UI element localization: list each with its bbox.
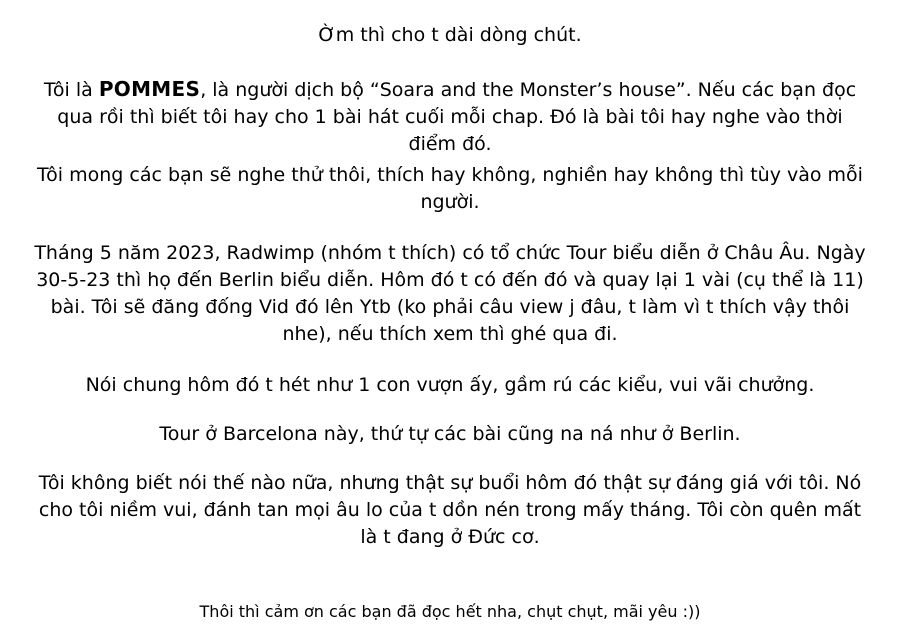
paragraph-closing-thoughts: Tôi không biết nói thế nào nữa, nhưng thật sự buổi hôm đó thật sự đáng giá với tôi. Nó cho tôi niềm vui, đánh tan mọi âu lo của t dồn nén trong mấy tháng. Tôi còn quên mất là t đang ở Đức cơ.	[38, 471, 862, 548]
closing-line: Thôi thì cảm ơn các bạn đã đọc hết nha, chụt chụt, mãi yêu :))	[199, 602, 701, 622]
paragraph-barcelona: Tour ở Barcelona này, thứ tự các bài cũng na ná như ở Berlin.	[159, 422, 741, 445]
bottom-spacer	[34, 555, 866, 580]
paragraph-intro-rest: , là người dịch bộ “Soara and the Monster’s house”. Nếu các bạn đọc qua rồi thì biết tôi hay cho 1 bài hát cuối mỗi chap. Đó là bài tôi hay nghe vào thời điểm đó.	[57, 78, 857, 155]
paragraph-hope: Tôi mong các bạn sẽ nghe thử thôi, thích hay không, nghiền hay không thì tùy vào mỗi người.	[37, 163, 863, 213]
brand-name: POMMES	[98, 76, 201, 101]
paragraph-intro-lead: Tôi là	[43, 78, 99, 101]
document-title: Ờm thì cho t dài dòng chút.	[318, 24, 582, 46]
paragraph-tour: Tháng 5 năm 2023, Radwimp (nhóm t thích) có tổ chức Tour biểu diễn ở Châu Âu. Ngày 30-5-23 thì họ đến Berlin biểu diễn. Hôm đó t có đến đó và quay lại 1 vài (cụ thể là 11) bài. Tôi sẽ đăng đống Vid đó lên Ytb (ko phải câu view j đâu, t làm vì t thích vậy thôi nhe), nếu thích xem thì ghé qua đi.	[34, 241, 866, 345]
paragraph-reaction: Nói chung hôm đó t hét như 1 con vượn ấy, gầm rú các kiểu, vui vãi chưởng.	[85, 373, 815, 396]
paragraph-intro	[34, 75, 866, 158]
